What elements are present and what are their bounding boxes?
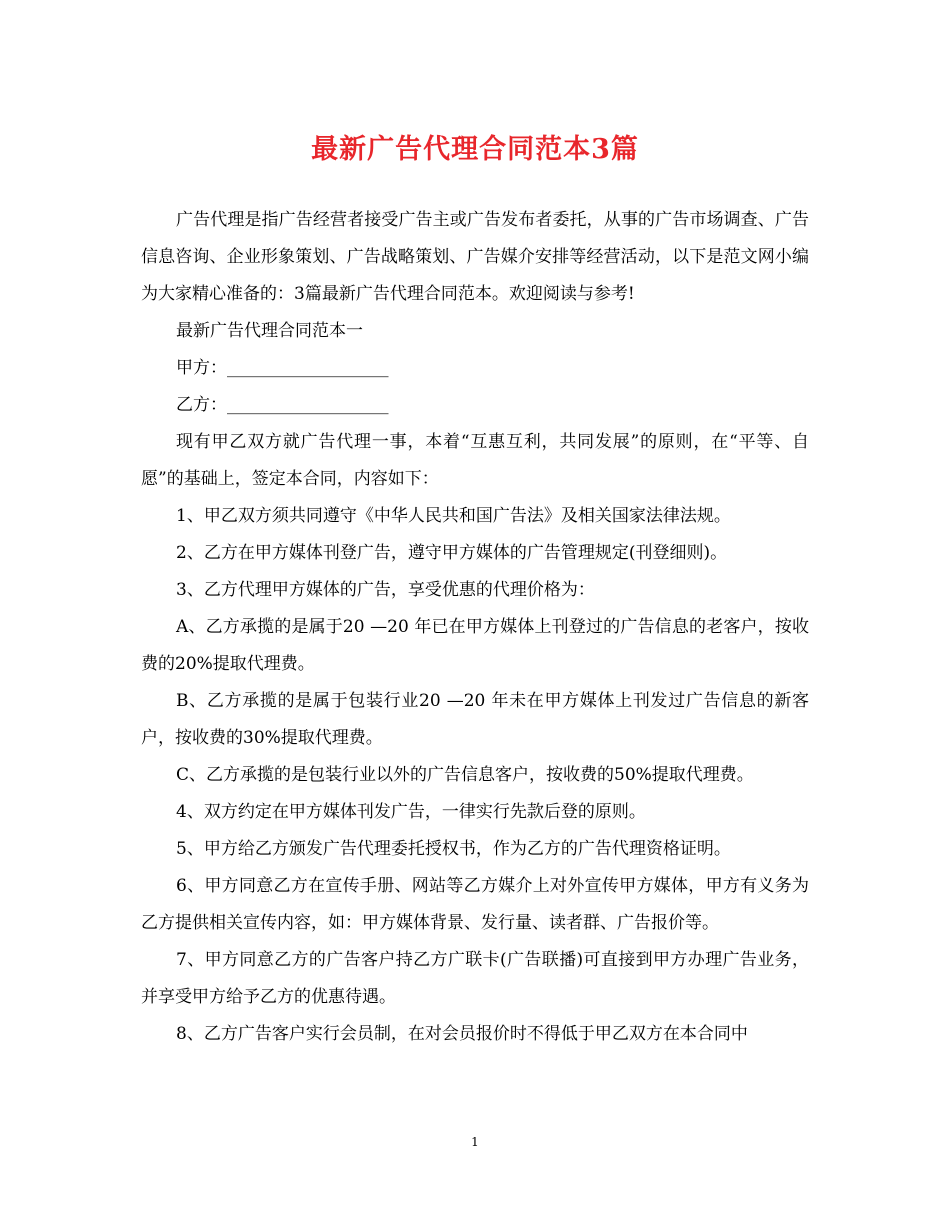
party-a-line: 甲方：___________________ — [176, 358, 389, 378]
clause-8: 8、乙方广告客户实行会员制，在对会员报价时不得低于甲乙双方在本合同中 — [176, 1024, 748, 1044]
clause-3: 3、乙方代理甲方媒体的广告，享受优惠的代理价格为： — [176, 580, 595, 600]
page-number: 1 — [471, 1135, 479, 1149]
clause-4: 4、双方约定在甲方媒体刊发广告，一律实行先款后登的原则。 — [176, 802, 646, 822]
document-title: 最新广告代理合同范本3篇 — [311, 134, 639, 165]
clause-preamble: 现有甲乙双方就广告代理一事，本着“互惠互利，共同发展”的原则，在“平等、自愿”的基础上，签定本合同，内容如下： — [141, 432, 809, 489]
clause-3b: B、乙方承揽的是属于包装行业20 —20 年未在甲方媒体上刊发过广告信息的新客户，按收费的30%提取代理费。 — [141, 691, 809, 748]
document-body — [141, 202, 809, 1053]
clause-3c: C、乙方承揽的是包装行业以外的广告信息客户，按收费的50%提取代理费。 — [176, 765, 754, 785]
clause-3a: A、乙方承揽的是属于20 —20 年已在甲方媒体上刊登过的广告信息的老客户，按收费的20%提取代理费。 — [141, 617, 809, 674]
clause-1: 1、甲乙双方须共同遵守《中华人民共和国广告法》及相关国家法律法规。 — [176, 506, 731, 526]
clause-5: 5、甲方给乙方颁发广告代理委托授权书，作为乙方的广告代理资格证明。 — [176, 839, 731, 859]
clause-7: 7、甲方同意乙方的广告客户持乙方广联卡(广告联播)可直接到甲方办理广告业务，并享受甲方给予乙方的优惠待遇。 — [141, 950, 809, 1007]
section-heading: 最新广告代理合同范本一 — [176, 321, 363, 341]
intro-paragraph: 广告代理是指广告经营者接受广告主或广告发布者委托，从事的广告市场调查、广告信息咨询、企业形象策划、广告战略策划、广告媒介安排等经营活动，以下是范文网小编为大家精心准备的：3篇最新广告代理合同范本。欢迎阅读与参考! — [141, 210, 809, 304]
clause-2: 2、乙方在甲方媒体刊登广告，遵守甲方媒体的广告管理规定(刊登细则)。 — [176, 543, 728, 563]
party-b-line: 乙方：___________________ — [176, 395, 389, 415]
clause-6: 6、甲方同意乙方在宣传手册、网站等乙方媒介上对外宣传甲方媒体，甲方有义务为乙方提供相关宣传内容，如：甲方媒体背景、发行量、读者群、广告报价等。 — [141, 876, 809, 933]
